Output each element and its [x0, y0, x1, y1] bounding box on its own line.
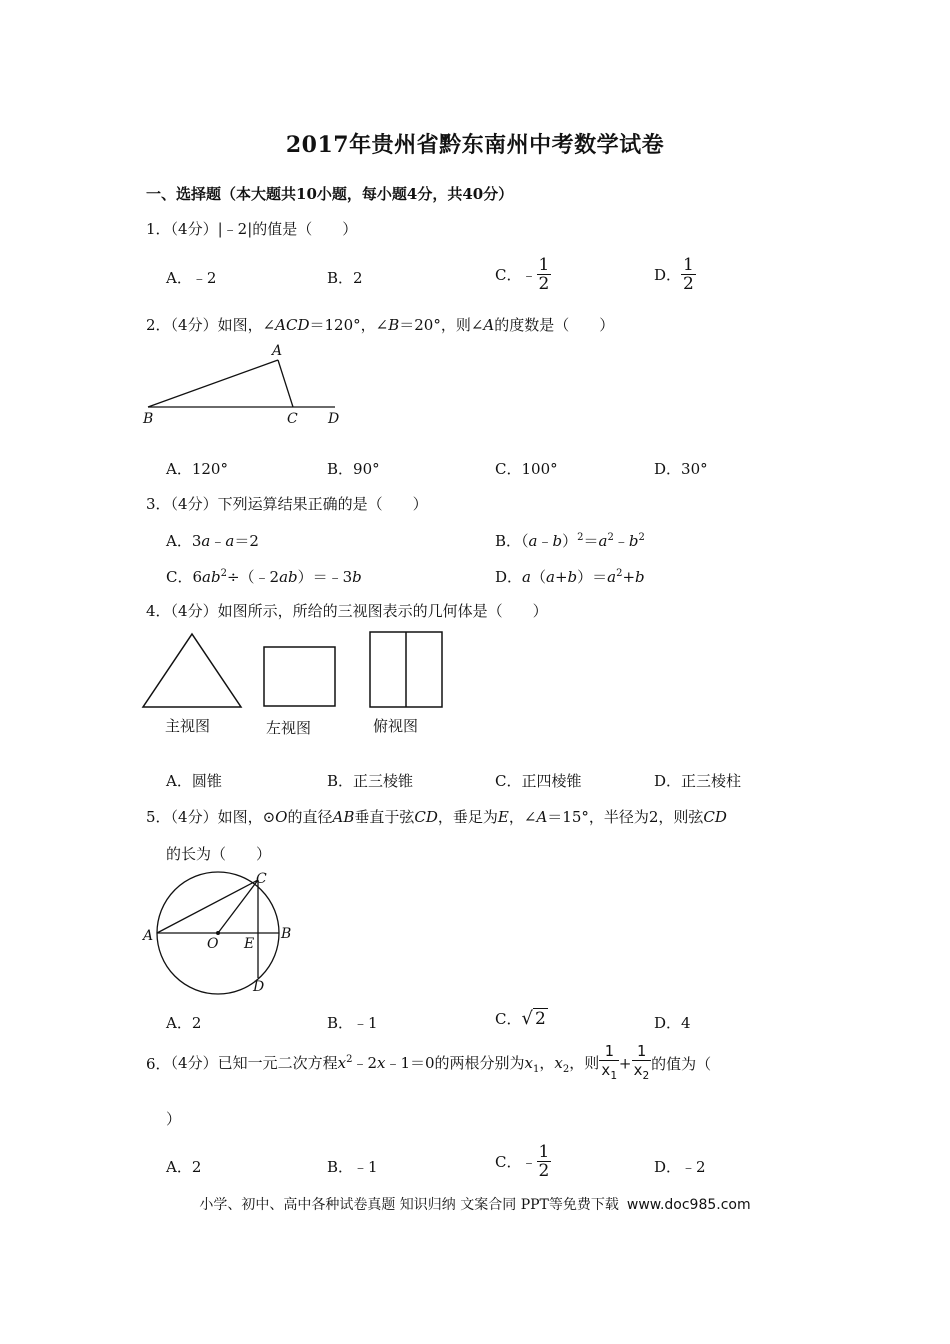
- q3-option-c: [166, 566, 362, 587]
- q4-option-a: A．圆锥: [166, 772, 222, 790]
- q5-var: A: [536, 808, 548, 826]
- segment-ac: [157, 880, 258, 933]
- caption-left-view: 左视图: [266, 719, 312, 737]
- caption-front-view: 主视图: [165, 717, 211, 735]
- q5-var: CD: [414, 808, 438, 826]
- footer-url[interactable]: www.doc985.com: [626, 1197, 751, 1213]
- opt-text: D．: [495, 568, 523, 586]
- q6-text: ，: [539, 1054, 555, 1072]
- fraction-numerator: 1: [636, 1042, 646, 1060]
- label-c: C: [256, 871, 267, 887]
- label-a: A: [143, 928, 154, 944]
- fraction-denominator: [599, 1060, 619, 1085]
- opt-text: B．（: [495, 532, 529, 550]
- fraction-den-sub: 1: [610, 1069, 617, 1082]
- opt-var: a: [607, 568, 617, 586]
- q2-text: 的度数是（ ）: [494, 316, 615, 334]
- question-5: [146, 806, 727, 827]
- q6-text: ﹣1＝0的两根分别为: [385, 1054, 525, 1072]
- opt-var: a: [522, 568, 531, 586]
- q2-text: ＝120°，∠: [309, 316, 389, 334]
- question-2: [146, 314, 614, 335]
- q5-option-c-label: C．: [495, 1010, 522, 1028]
- fraction-denominator: 2: [683, 274, 694, 294]
- q5-var: O: [275, 808, 288, 826]
- q2-text: ＝20°，则∠: [399, 316, 484, 334]
- opt-var: a: [598, 532, 608, 550]
- q2-var: ACD: [275, 316, 310, 334]
- q6-text: ﹣2: [352, 1054, 377, 1072]
- q6-fraction-1: [599, 1042, 619, 1085]
- q1-option-d-fraction: [681, 256, 696, 293]
- opt-exponent: 2: [638, 532, 645, 543]
- fraction-denominator: [632, 1060, 652, 1085]
- q6-fraction-2: [632, 1042, 652, 1085]
- q2-var: B: [388, 316, 400, 334]
- q2-option-d: D．30°: [654, 460, 708, 478]
- label-c: C: [287, 411, 298, 427]
- fraction-den-var: x: [601, 1061, 611, 1079]
- q6-text: 的值为（: [651, 1055, 712, 1073]
- page-title: 2017年贵州省黔东南州中考数学试卷: [285, 132, 665, 158]
- q1-option-c-sign: ﹣: [521, 266, 537, 284]
- opt-text: ÷（﹣2: [226, 568, 280, 586]
- q2-option-c: C．100°: [495, 460, 558, 478]
- sqrt-symbol: √: [521, 1008, 533, 1029]
- q6-text: ，则: [569, 1054, 600, 1072]
- fraction-den-var: x: [633, 1061, 643, 1079]
- opt-var: b: [635, 568, 645, 586]
- q3-number: 3．: [146, 495, 171, 513]
- fraction-numerator: 1: [604, 1042, 614, 1060]
- opt-var: b: [628, 532, 639, 550]
- question-3: [146, 493, 428, 514]
- q5-circle-figure: [140, 866, 300, 996]
- q4-number: 4．: [146, 602, 171, 620]
- opt-text: ﹣: [210, 532, 226, 550]
- left-view-rectangle: [264, 647, 335, 706]
- label-e: E: [244, 936, 255, 952]
- center-point: [216, 931, 220, 935]
- opt-var: ab: [279, 568, 298, 586]
- q3-option-b: [495, 530, 645, 551]
- front-view-triangle: [143, 634, 241, 707]
- fraction-numerator: 1: [683, 255, 694, 275]
- q6-subscript: 1: [533, 1064, 540, 1075]
- q5-text: ，∠: [508, 808, 537, 826]
- q5-stem-line-2: 的长为（ ）: [166, 845, 272, 863]
- footer: [0, 1194, 950, 1214]
- q5-option-b: B．﹣1: [327, 1014, 378, 1032]
- q6-option-c-label: C．: [495, 1153, 522, 1171]
- q5-var: CD: [703, 808, 727, 826]
- segment-oc: [218, 880, 258, 933]
- q6-exponent: 2: [346, 1054, 353, 1065]
- q1-stem: （4分）|﹣2|的值是（ ）: [170, 220, 358, 238]
- q6-text: （4分）已知一元二次方程: [170, 1054, 338, 1072]
- q1-option-d: [654, 256, 696, 293]
- opt-var: b: [352, 568, 362, 586]
- q5-number: 5．: [146, 808, 171, 826]
- q4-three-views-figure: [140, 628, 450, 714]
- q2-number: 2．: [146, 316, 171, 334]
- q6-option-a: A．2: [166, 1158, 202, 1176]
- q1-option-c-label: C．: [495, 266, 522, 284]
- opt-var: ab: [202, 568, 221, 586]
- fraction-numerator: 1: [538, 1142, 550, 1162]
- fraction-denominator: 2: [538, 1161, 550, 1181]
- q5-option-a: A．2: [166, 1014, 202, 1032]
- sqrt-value: 2: [534, 1009, 546, 1029]
- q1-option-b: B．2: [327, 269, 363, 287]
- q5-option-d: D．4: [654, 1014, 691, 1032]
- caption-top-view: 俯视图: [373, 717, 419, 735]
- opt-exponent: 2: [616, 568, 623, 579]
- opt-text: ＝: [583, 532, 599, 550]
- opt-text: C．6: [166, 568, 203, 586]
- opt-var: a+b: [546, 568, 578, 586]
- opt-var: b: [552, 532, 563, 550]
- q5-text: ＝15°，半径为2，则弦: [547, 808, 704, 826]
- label-o: O: [207, 936, 219, 952]
- q6-option-d: D．﹣2: [654, 1158, 706, 1176]
- q5-text: 的直径: [287, 808, 333, 826]
- opt-text: （: [530, 568, 546, 586]
- q1-option-c: [495, 256, 551, 293]
- q6-var: x: [376, 1054, 386, 1072]
- q1-option-a: A．﹣2: [166, 269, 217, 287]
- q6-stem: [170, 1054, 600, 1075]
- q6-var: x: [337, 1054, 347, 1072]
- q6-option-c-sign: ﹣: [521, 1153, 537, 1171]
- label-d: D: [328, 411, 340, 427]
- line-ac: [278, 360, 293, 407]
- q2-option-a: A．120°: [166, 460, 228, 478]
- opt-exponent: 2: [220, 568, 227, 579]
- line-ba: [148, 360, 278, 407]
- fraction-denominator: 2: [538, 274, 550, 294]
- q5-option-c: [495, 1008, 548, 1029]
- label-b: B: [281, 926, 292, 942]
- footer-text: 小学、初中、高中各种试卷真题 知识归纳 文案合同 PPT等免费下载: [199, 1197, 619, 1213]
- q5-text: ，垂足为: [437, 808, 498, 826]
- opt-text: A．3: [166, 532, 202, 550]
- q5-text: 垂直于弦: [354, 808, 415, 826]
- opt-var: a: [201, 532, 211, 550]
- q6-option-c: [495, 1143, 551, 1180]
- q4-option-d: D．正三棱柱: [654, 772, 742, 790]
- opt-text: ＝2: [234, 532, 259, 550]
- q3-option-d: [495, 566, 645, 587]
- q2-option-b: B．90°: [327, 460, 380, 478]
- q2-text: （4分）如图，∠: [170, 316, 276, 334]
- q6-option-b: B．﹣1: [327, 1158, 378, 1176]
- q6-subscript: 2: [562, 1064, 570, 1075]
- q1-number: 1．: [146, 220, 171, 238]
- q3-option-a: [166, 530, 259, 551]
- q6-var: x: [554, 1054, 563, 1072]
- opt-text: ﹣: [613, 532, 629, 550]
- q1-option-d-label: D．: [654, 266, 682, 284]
- q6-stem-line-2: ）: [166, 1110, 182, 1128]
- opt-text: ）＝: [577, 568, 608, 586]
- opt-text: ）: [562, 532, 578, 550]
- q5-var: AB: [332, 808, 355, 826]
- q4-option-b: B．正三棱锥: [327, 772, 414, 790]
- q5-text: （4分）如图，⊙: [170, 808, 276, 826]
- q4-option-c: C．正四棱锥: [495, 772, 582, 790]
- q6-plus: +: [618, 1054, 632, 1073]
- q2-triangle-figure: [140, 340, 350, 430]
- opt-text: +: [622, 568, 636, 586]
- q5-var: E: [497, 808, 509, 826]
- q4-stem: （4分）如图所示，所给的三视图表示的几何体是（ ）: [170, 602, 548, 620]
- label-d: D: [253, 979, 265, 995]
- q6-var: x: [524, 1054, 534, 1072]
- opt-exponent: 2: [607, 532, 614, 543]
- fraction-numerator: 1: [538, 255, 550, 275]
- question-4: [146, 600, 548, 621]
- label-b: B: [143, 411, 154, 427]
- question-1: [146, 218, 357, 239]
- opt-exponent: 2: [577, 532, 584, 543]
- opt-var: a: [225, 532, 235, 550]
- q2-var: A: [483, 316, 495, 334]
- q6-number: 6．: [146, 1055, 171, 1073]
- opt-var: a: [528, 532, 538, 550]
- opt-text: ﹣: [537, 532, 553, 550]
- label-a: A: [272, 343, 283, 359]
- opt-text: ）＝﹣3: [297, 568, 353, 586]
- fraction-den-sub: 2: [642, 1069, 650, 1082]
- question-6: [146, 1042, 711, 1085]
- q3-stem: （4分）下列运算结果正确的是（ ）: [170, 495, 428, 513]
- section-heading: 一、选择题（本大题共10小题，每小题4分，共40分）: [146, 185, 514, 203]
- q6-option-c-fraction: [537, 1143, 552, 1180]
- q1-option-c-fraction: [537, 256, 552, 293]
